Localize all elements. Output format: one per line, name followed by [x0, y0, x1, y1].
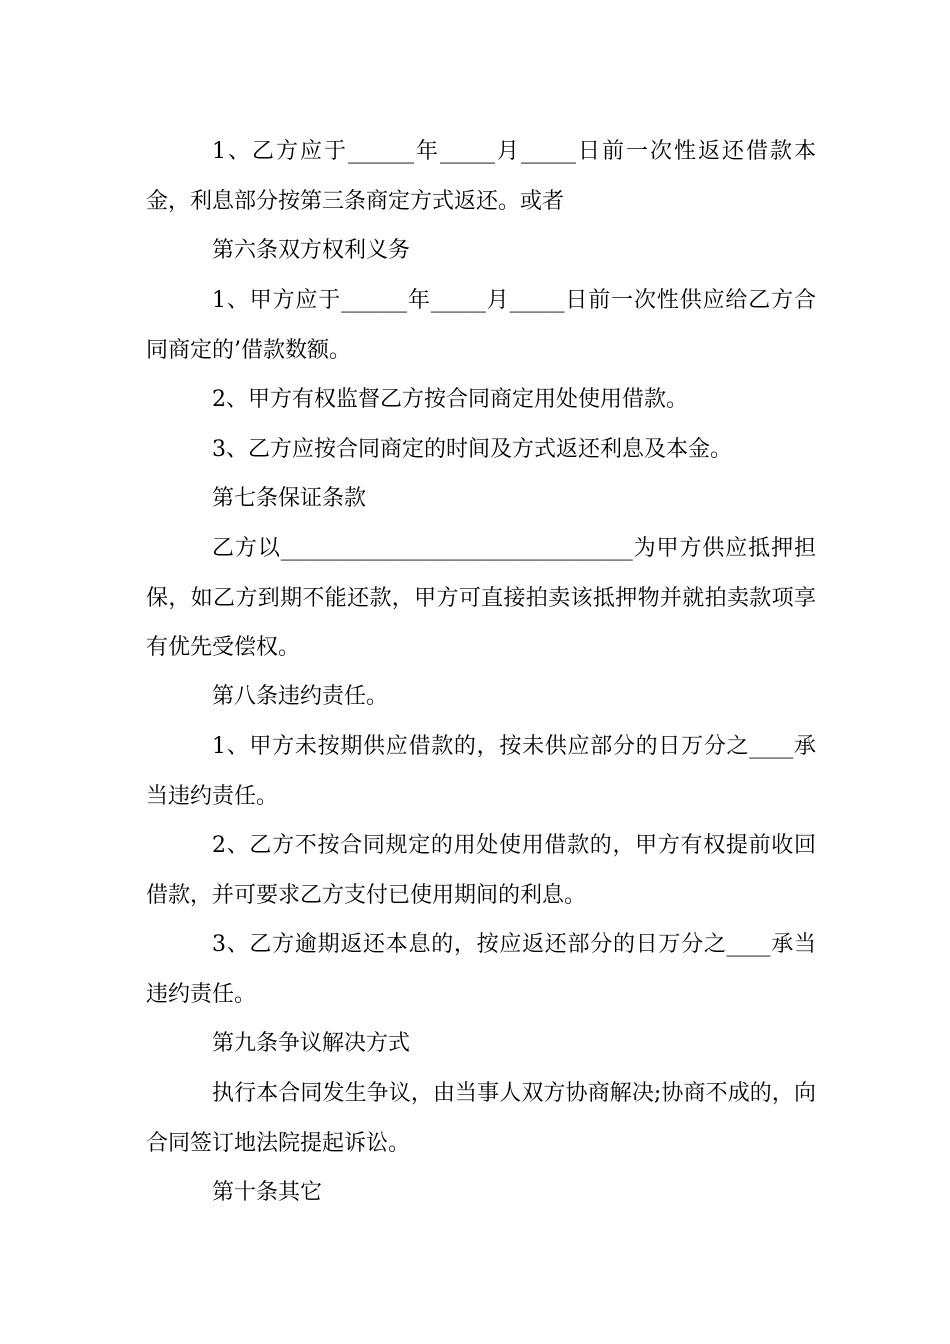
clause-collateral: 乙方以________________________________为甲方供应抵押担保，如乙方到期不能还款，甲方可直接拍卖该抵押物并就拍卖款项享有优先受偿权。 — [146, 536, 816, 660]
clause-late-repayment: 3、乙方逾期返还本息的，按应返还部分的日万分之____承当违约责任。 — [146, 932, 816, 1007]
clause-lender-supervise: 2、甲方有权监督乙方按合同商定用处使用借款。 — [212, 387, 688, 412]
article-7-heading: 第七条保证条款 — [212, 486, 367, 511]
clause-lender-provide-loan: 1、甲方应于______年_____月_____日前一次性供应给乙方合同商定的’借款数额。 — [146, 288, 816, 363]
clause-dispute-resolution: 执行本合同发生争议，由当事人双方协商解决;协商不成的，向合同签订地法院提起诉讼。 — [146, 1081, 816, 1156]
article-6-heading: 第六条双方权利义务 — [212, 238, 411, 263]
clause-borrower-repay: 3、乙方应按合同商定的时间及方式返还利息及本金。 — [212, 437, 732, 462]
clause-misuse-of-loan: 2、乙方不按合同规定的用处使用借款的，甲方有权提前收回借款，并可要求乙方支付已使用期间的利息。 — [146, 833, 816, 908]
article-9-heading: 第九条争议解决方式 — [212, 1031, 411, 1056]
article-10-heading: 第十条其它 — [212, 1180, 323, 1205]
clause-lender-breach: 1、甲方未按期供应借款的，按未供应部分的日万分之____承当违约责任。 — [146, 734, 816, 809]
clause-repayment-principal: 1、乙方应于______年_____月_____日前一次性返还借款本金，利息部分按第三条商定方式返还。或者 — [146, 139, 816, 214]
article-8-heading: 第八条违约责任。 — [212, 684, 389, 709]
